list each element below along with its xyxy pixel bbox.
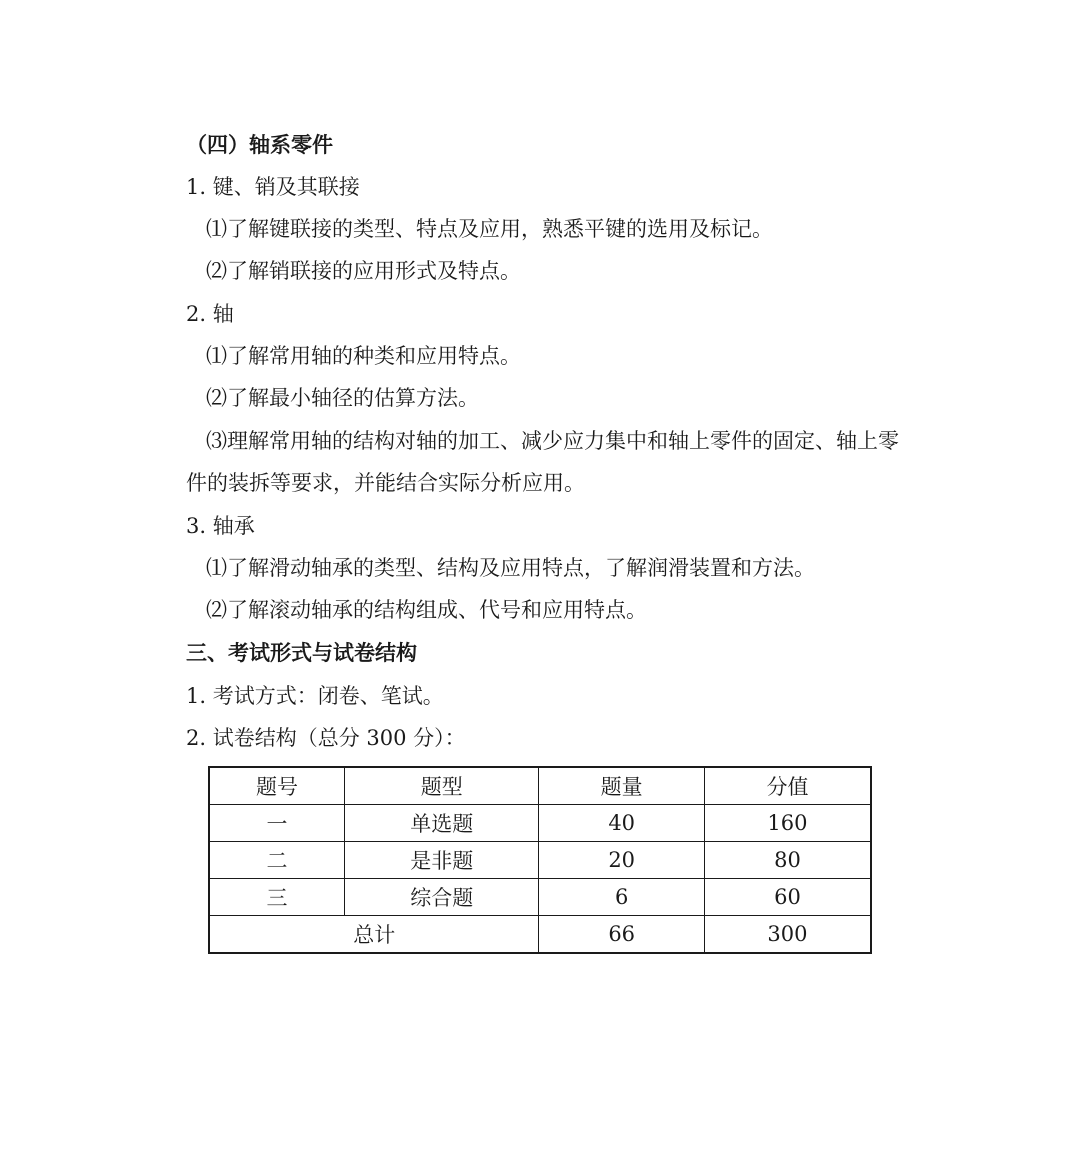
table-cell: 综合题: [345, 879, 539, 916]
table-cell: 60: [704, 879, 871, 916]
header-cell: 题号: [209, 767, 345, 805]
list-item: ⑶理解常用轴的结构对轴的加工、减少应力集中和轴上零件的固定、轴上零: [206, 429, 899, 453]
heading-exam-format: 三、考试形式与试卷结构: [186, 641, 417, 665]
table-cell: 80: [704, 842, 871, 879]
list-item: ⑵了解销联接的应用形式及特点。: [206, 259, 521, 283]
header-cell: 题量: [539, 767, 704, 805]
list-item: ⑵了解滚动轴承的结构组成、代号和应用特点。: [206, 598, 647, 622]
subheading-shaft: 2. 轴: [186, 302, 234, 326]
table-cell: 40: [539, 805, 704, 842]
total-count-cell: 66: [539, 916, 704, 954]
table-header-row: [209, 767, 871, 805]
exam-structure-table: [208, 766, 872, 954]
total-score-cell: 300: [704, 916, 871, 954]
header-cell: 分值: [704, 767, 871, 805]
list-item: ⑴了解键联接的类型、特点及应用，熟悉平键的选用及标记。: [206, 217, 773, 241]
table-row: [209, 805, 871, 842]
table-cell: 单选题: [345, 805, 539, 842]
heading-shaft-parts: （四）轴系零件: [186, 133, 333, 157]
list-item-continuation: 件的装拆等要求，并能结合实际分析应用。: [186, 471, 585, 495]
subheading-keys-pins: 1. 键、销及其联接: [186, 175, 360, 199]
list-item: ⑵了解最小轴径的估算方法。: [206, 386, 479, 410]
table-cell: 二: [209, 842, 345, 879]
table-cell: 三: [209, 879, 345, 916]
total-label-cell: 总计: [209, 916, 539, 954]
exam-method: 1. 考试方式：闭卷、笔试。: [186, 684, 444, 708]
table-cell: 一: [209, 805, 345, 842]
list-item: ⑴了解滑动轴承的类型、结构及应用特点，了解润滑装置和方法。: [206, 556, 815, 580]
table-cell: 是非题: [345, 842, 539, 879]
subheading-bearing: 3. 轴承: [186, 514, 255, 538]
header-cell: 题型: [345, 767, 539, 805]
table-total-row: [209, 916, 871, 954]
paper-structure: 2. 试卷结构（总分 300 分）：: [186, 726, 466, 750]
table-cell: 20: [539, 842, 704, 879]
list-item: ⑴了解常用轴的种类和应用特点。: [206, 344, 521, 368]
table-row: [209, 879, 871, 916]
table-cell: 160: [704, 805, 871, 842]
table-row: [209, 842, 871, 879]
table-cell: 6: [539, 879, 704, 916]
